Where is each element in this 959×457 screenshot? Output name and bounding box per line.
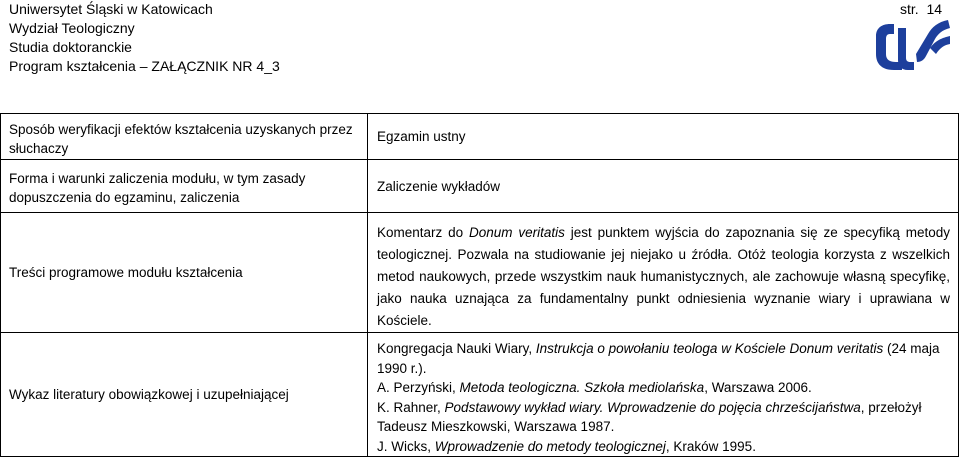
- content-value-cell: [368, 213, 959, 333]
- assessment-label-cell: [1, 160, 368, 213]
- list-item: [377, 339, 950, 378]
- literature-list: [368, 333, 958, 456]
- list-item: [377, 437, 950, 457]
- studies-name: Studia doktoranckie: [9, 39, 132, 55]
- content-text-part: Komentarz do: [377, 225, 464, 240]
- table-row: [1, 160, 959, 213]
- content-text-part: jest punktem wyjścia do zapoznania się ze specyfiką metody teologicznej. Pozwala na studiowanie jej niejako u źródła. Otóż teologia korzysta z wszelkich metod naukowych, przede wszystkim nauk humanistycznych, ale zachowuje własną specyfikę, jako nauka uznająca za fundamentalny punkt odniesienia wyznanie wiary i uprawiana w Kościele.: [377, 225, 950, 328]
- verification-label: Sposób weryfikacji efektów kształcenia uzyskanych przez słuchaczy: [9, 122, 353, 156]
- author: Kongregacja Nauki Wiary,: [377, 341, 536, 356]
- verification-value: Egzamin ustny: [377, 129, 466, 144]
- title: Metoda teologiczna. Szkoła mediolańska: [459, 380, 705, 395]
- verification-value-cell: [368, 114, 959, 160]
- details: , Warszawa 2006.: [704, 380, 812, 395]
- faculty-name: Wydział Teologiczny: [9, 20, 135, 36]
- content-text: [368, 213, 958, 332]
- content-label-cell: [1, 213, 368, 333]
- author: K. Rahner,: [377, 399, 445, 415]
- title: Instrukcja o powołaniu teologa w Kościele Donum veritatis: [535, 341, 884, 356]
- list-item: [377, 378, 950, 398]
- list-item: [377, 398, 950, 437]
- university-name: Uniwersytet Śląski w Katowicach: [9, 1, 213, 17]
- table-row: [1, 333, 959, 457]
- program-name: Program kształcenia – ZAŁĄCZNIK NR 4_3: [9, 58, 280, 74]
- table-row: [1, 114, 959, 160]
- title: Podstawowy wykład wiary. Wprowadzenie do pojęcia chrześcijaństwa: [444, 399, 861, 415]
- author: J. Wicks,: [377, 438, 435, 454]
- program-table: [0, 113, 959, 457]
- table-row: [1, 213, 959, 333]
- details: (24 maja 1990 r.).: [377, 341, 940, 376]
- details: , przełożył Tadeusz Mieszkowski, Warszawa 1987.: [377, 399, 922, 434]
- assessment-value-cell: [368, 160, 959, 213]
- content-label: Treści programowe modułu kształcenia: [9, 265, 243, 280]
- verification-label-cell: [1, 114, 368, 160]
- assessment-value: Zaliczenie wykładów: [377, 179, 501, 194]
- title: Wprowadzenie do metody teologicznej: [434, 438, 666, 454]
- page-number-value: 14: [926, 1, 943, 17]
- page-label: str.: [900, 1, 919, 17]
- author: A. Perzyński,: [377, 380, 460, 395]
- assessment-label: Forma i warunki zaliczenia modułu, w tym zasady dopuszczenia do egzaminu, zaliczenia: [9, 171, 306, 205]
- literature-label: Wykaz literatury obowiązkowej i uzupełniającej: [9, 387, 289, 402]
- literature-value-cell: [368, 333, 959, 457]
- details: , Kraków 1995.: [665, 438, 756, 454]
- literature-label-cell: [1, 333, 368, 457]
- document-header: [9, 0, 280, 76]
- content-text-italic: Donum veritatis: [469, 225, 565, 240]
- university-logo-icon: [872, 14, 952, 72]
